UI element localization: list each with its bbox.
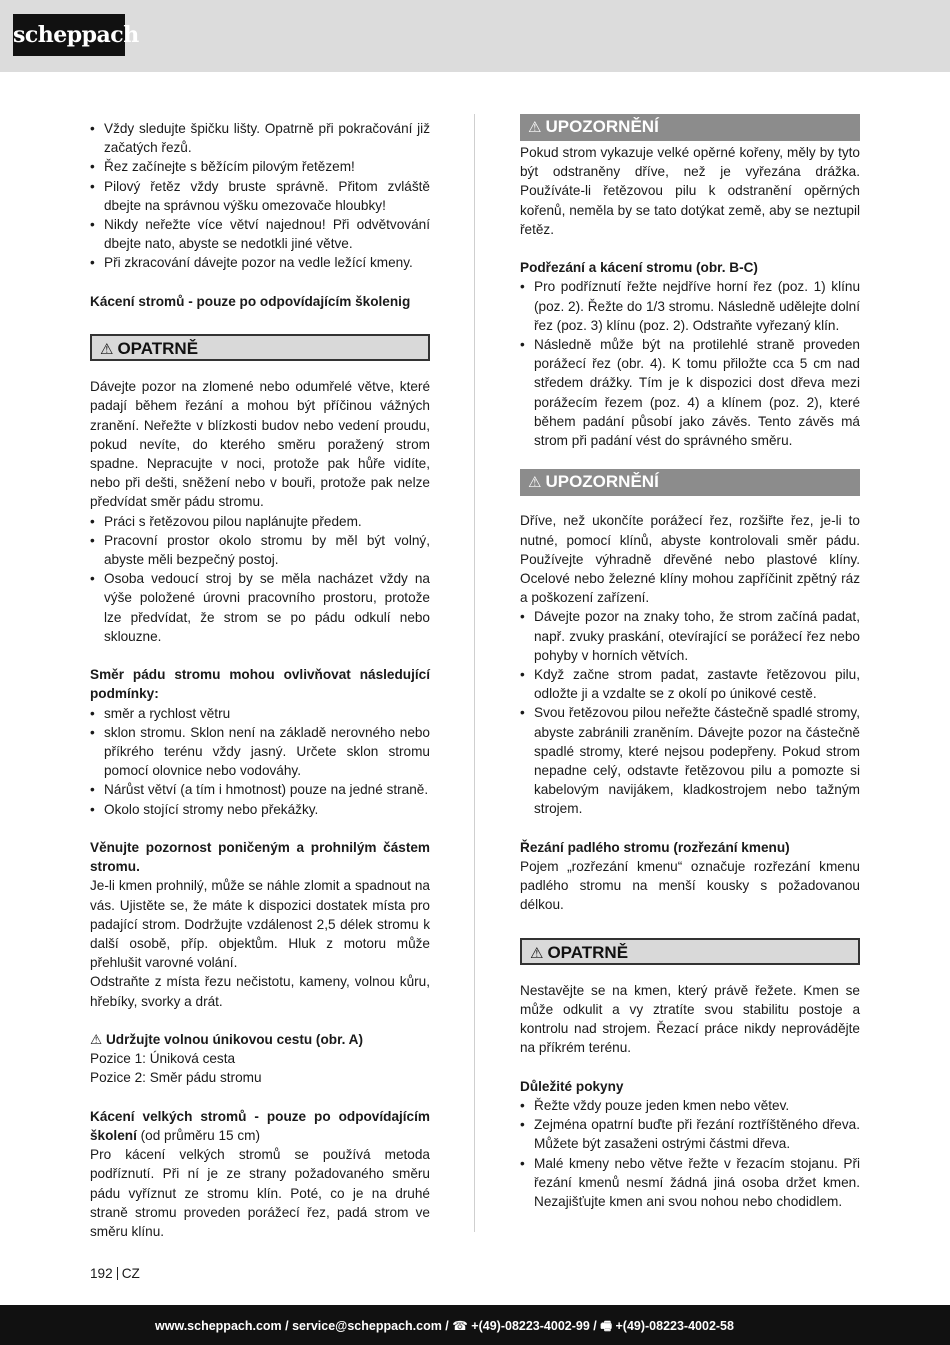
list-item: • Vždy sledujte špičku lišty. Opatrně při pokračování již začatých řezů. [90,119,430,157]
list-item: • Řez začínejte s běžícím pilovým řetězem! [90,157,430,176]
list-item: • Svou řetězovou pilou neřežte částečně spadlé stromy, abyste zabránili zraněním. Dávejte pozor na částečně spadlé stromy, které nejsou podepřeny. Pokud strom nepadne celý, odstavte řetězovou pilu a pomozte si kabelovým navijákem, kladkostrojem nebo tažným strojem. [520,703,860,818]
warning-triangle-icon: ⚠ [90,1032,106,1048]
notice-bullet-list [520,607,860,818]
section-heading-felling: Kácení stromů - pouze po odpovídajícím školenig [90,293,411,309]
list-item: • sklon stromu. Sklon není na základě nerovného nebo příkrého terénu vždy jasný. Určete sklon stromu pomocí olovnice nebo vodováhy. [90,723,430,781]
large-heading-text: Kácení velkých stromů - pouze po odpovídajícím školení [90,1108,430,1144]
section-heading-large-trees [90,1107,430,1145]
section-heading-important: Důležité pokyny [520,1078,624,1094]
notice-text: Pokud strom vykazuje velké opěrné kořeny, měly by tyto být odstraněny dříve, než je vyřezána drážka. Používáte-li řetězovou pilu k odstranění opěrných kořenů, neměla by se tato dotýkat země, aby se neztupil řetěz. [520,145,860,237]
warning-triangle-icon: ⚠ [100,341,114,359]
list-item: • Malé kmeny nebo větve řežte v řezacím stojanu. Při řezání kmenů nesmí žádná jiná osoba držet kmen. Nezajišťujte kmen ani svou nohou nebo chodidlem. [520,1154,860,1212]
list-item: • Dávejte pozor na znaky toho, že strom začíná padat, např. zvuky praskání, otevírající se porážecí řez nebo pohyby v horních větvích. [520,607,860,665]
list-item: • Pro podříznutí řežte nejdříve horní řez (poz. 1) klínu (poz. 2). Řežte do 1/3 stromu. Následně udělejte dolní řez (poz. 3) klínu (poz. 2). Odstraňte vyřezaný klín. [520,277,860,335]
scheppach-logo: scheppach [13,14,125,56]
caution-box [90,334,430,361]
damaged-text: Je-li kmen prohnilý, může se náhle zlomit a spadnout na vás. Ujistěte se, že máte k dispozici dostatek místa pro padající strom. Dodržujte vzdálenost 2,5 délek stromu k další osobě, příp. objektům. Hluk z motoru může přehlušit varovné volání. [90,878,430,971]
list-item: • Nikdy neřežte více větví najednou! Při odvětvování dbejte nato, abyste se nedotkli jiné větve. [90,215,430,253]
notice-label: UPOZORNĚNÍ [545,472,659,492]
caution-bullet-list [90,512,430,646]
list-item: • Práci s řetězovou pilou naplánujte předem. [90,512,430,531]
caution-label: OPATRNĚ [117,339,199,359]
footer-contact: www.scheppach.com / service@scheppach.com / ☎ +(49)-08223-4002-99 / 🖷 +(49)-08223-4002-58 [155,1319,734,1333]
section-heading-damaged: Věnujte pozornost poničeným a prohnilým částem stromu. [90,840,430,875]
caution-label: OPATRNĚ [547,942,629,962]
page-number-value: 192 [90,1266,113,1281]
intro-bullet-list [90,119,430,273]
section-heading-bucking: Řezání padlého stromu (rozřezání kmenu) [520,839,790,855]
caution-text: Dávejte pozor na zlomené nebo odumřelé větve, které padají během řezání a mohou být příčinou vážných zranění. Neřežte v blízkosti budov nebo vedení proudu, pokud nevíte, do kterého směru poražený strom spadne. Nepracujte v noci, protože pak hůře vidíte, nebo při dešti, sněžení nebo v bouři, protože pak nelze předvídat směr pádu stromu. [90,379,430,510]
notice-text-2: Dříve, než ukončíte porážecí řez, rozšiřte řez, je-li to nutné, pomocí klínů, abyste kontrolovali směr pádu. Používejte výhradně dřevěné nebo plastové klíny. Ocelové nebo železné klíny mohou zapříčinit zpětný ráz a poškození zařízení. [520,513,860,606]
notice-box [520,114,860,141]
list-item: • Osoba vedoucí stroj by se měla nacházet vždy na výše položené úrovni pracovního prostoru, protože lze předvídat, že strom se po pádu odkulí nebo sklouzne. [90,569,430,646]
list-item: • Při zkracování dávejte pozor na vedle ležící kmeny. [90,253,430,272]
warning-triangle-icon: ⚠ [530,944,544,962]
escape-position-1: Pozice 1: Úniková cesta [90,1051,236,1067]
large-heading-suffix: (od průměru 15 cm) [136,1128,260,1144]
caution-text-2: Nestavějte se na kmen, který právě řežete. Kmen se může odkulit a vy ztratíte svou stabilitu postoje a kontrolu nad strojem. Řezací práce nikdy neprovádějte na příkrém terénu. [520,982,860,1056]
list-item: • Zejména opatrní buďte při řezání roztříštěného dřeva. Můžete být zasaženi ostrými částmi dřeva. [520,1115,860,1153]
direction-bullet-list [90,704,430,819]
left-column [90,119,430,1241]
warning-triangle-icon: ⚠ [528,119,542,136]
list-item: • Následně může být na protilehlé straně proveden porážecí řez (obr. 4). K tomu přiložte cca 5 cm nad středem drážky. Tím je k dispozici dost dřeva mezi porážecím řezem (poz. 4) a klínem (poz. 2), které během padání působí jako závěs. Tento závěs má strom při padání vést do správného směru. [520,335,860,450]
list-item: • směr a rychlost větru [90,704,430,723]
escape-heading-text: Udržujte volnou únikovou cestu (obr. A) [105,1032,363,1048]
warning-triangle-icon: ⚠ [528,474,542,492]
section-heading-undercut: Podřezání a kácení stromu (obr. B-C) [520,260,758,276]
footer-bar [0,1305,950,1345]
important-bullet-list [520,1096,860,1211]
escape-position-2: Pozice 2: Směr pádu stromu [90,1070,262,1086]
section-heading-escape [90,1030,430,1049]
page-number [90,1266,140,1281]
list-item: • Řežte vždy pouze jeden kmen nebo větev. [520,1096,860,1115]
right-column [520,114,860,1211]
list-item: • Když začne strom padat, zastavte řetězovou pilu, odložte ji a vzdalte se z okolí po únikové cestě. [520,665,860,703]
language-code: CZ [121,1266,140,1281]
notice-label: UPOZORNĚNÍ [545,117,659,136]
section-heading-direction: Směr pádu stromu mohou ovlivňovat následující podmínky: [90,667,430,702]
damaged-text-2: Odstraňte z místa řezu nečistotu, kameny, volnou kůru, hřebíky, svorky a drát. [90,974,430,1009]
notice-box-2 [520,469,860,496]
column-divider [474,114,475,1232]
list-item: • Nárůst větví (a tím i hmotnost) pouze na jedné straně. [90,780,430,799]
bucking-text: Pojem „rozřezání kmenu“ označuje rozřezání kmenu padlého stromu na menší kousky s požadovanou délkou. [520,859,860,913]
large-trees-text: Pro kácení velkých stromů se používá metoda podříznutí. Při ní je ze strany požadovaného směru pádu vyříznut ze stromu klín. Poté, co je na druhé straně stromu proveden porážecí řez, padá strom ve směru klínu. [90,1147,430,1240]
list-item: • Pracovní prostor okolo stromu by měl být volný, abyste měli bezpečný postoj. [90,531,430,569]
undercut-bullet-list [520,277,860,450]
list-item: • Pilový řetěz vždy bruste správně. Přitom zvláště dbejte na správnou výšku omezovače hloubky! [90,177,430,215]
header-bar [0,0,950,72]
caution-box-2 [520,938,860,965]
list-item: • Okolo stojící stromy nebo překážky. [90,800,430,819]
